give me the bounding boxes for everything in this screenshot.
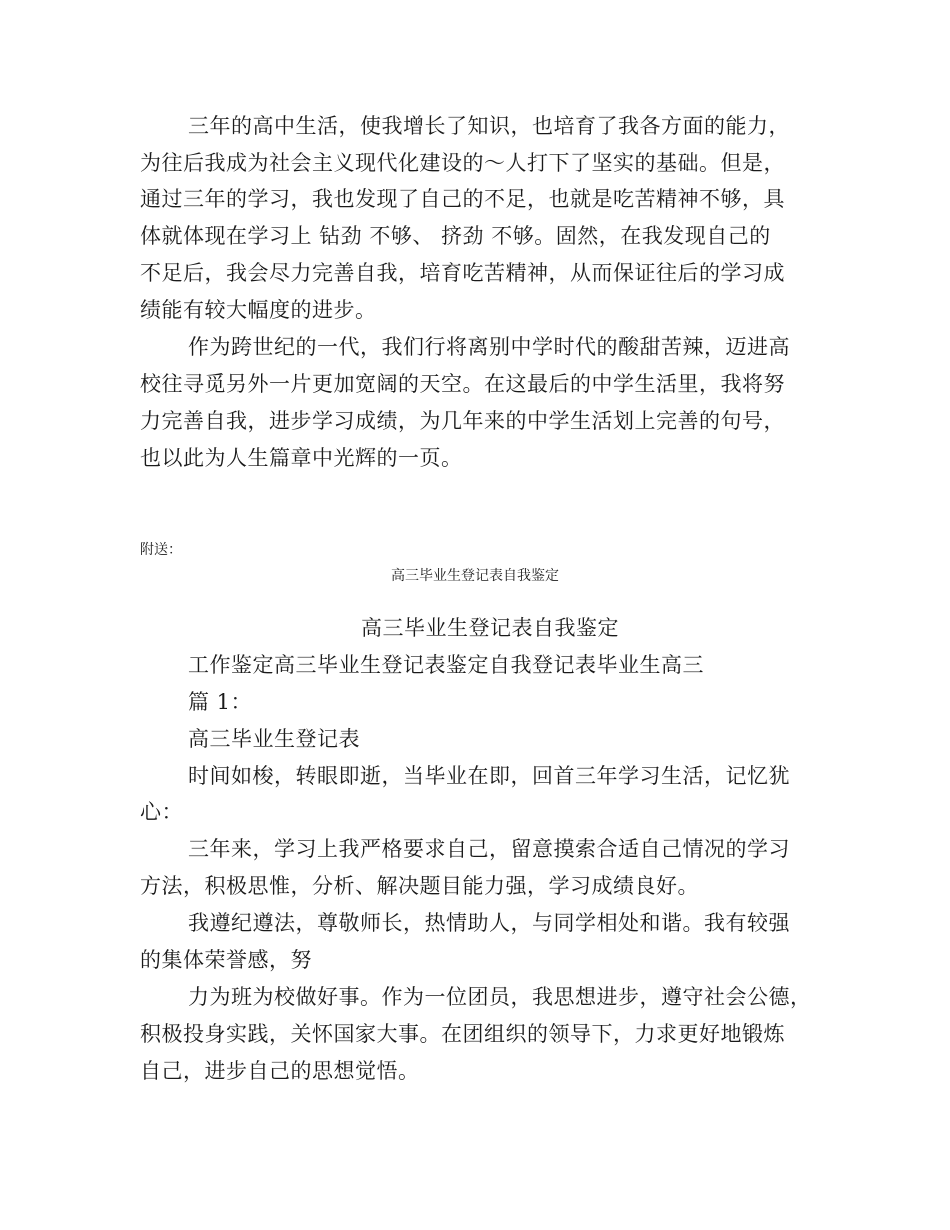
paragraph-line: 工作鉴定高三毕业生登记表鉴定自我登记表毕业生高三 — [188, 653, 704, 677]
paragraph-line: 力完善自我，进步学习成绩，为几年来的中学生活划上完善的句号， — [140, 409, 785, 433]
paragraph-line: 的集体荣誉感，努 — [140, 948, 312, 972]
paragraph-line: 篇 1： — [188, 690, 253, 714]
paragraph-line: 绩能有较大幅度的进步。 — [140, 298, 377, 322]
paragraph-line: 校往寻觅另外一片更加宽阔的天空。在这最后的中学生活里，我将努 — [140, 372, 785, 396]
paragraph-line: 不足后，我会尽力完善自我，培育吃苦精神，从而保证往后的学习成 — [140, 261, 785, 285]
paragraph-line: 心： — [140, 800, 183, 824]
paragraph-line: 三年的高中生活，使我增长了知识，也培育了我各方面的能力， — [188, 114, 790, 138]
paragraph-line: 为往后我成为社会主义现代化建设的～人打下了坚实的基础。但是， — [140, 151, 785, 175]
appendix-small-title: 高三毕业生登记表自我鉴定 — [391, 568, 559, 584]
paragraph-line: 也以此为人生篇章中光辉的一页。 — [140, 446, 463, 470]
paragraph-line: 高三毕业生登记表 — [188, 727, 360, 751]
paragraph-line: 时间如梭，转眼即逝，当毕业在即，回首三年学习生活，记忆犹 — [188, 764, 790, 788]
paragraph-line: 通过三年的学习，我也发现了自己的不足，也就是吃苦精神不够，具 — [140, 187, 785, 211]
paragraph-line: 力为班为校做好事。作为一位团员，我思想进步，遵守社会公德， — [188, 985, 812, 1009]
paragraph-line: 体就体现在学习上 钻劲 不够、 挤劲 不够。固然，在我发现自己的 — [140, 224, 771, 248]
paragraph-line: 三年来，学习上我严格要求自己，留意摸索合适自己情况的学习 — [188, 837, 790, 861]
document-title: 高三毕业生登记表自我鉴定 — [361, 616, 619, 640]
paragraph-line: 方法，积极思惟，分析、解决题目能力强，学习成绩良好。 — [140, 874, 699, 898]
paragraph-line: 我遵纪遵法，尊敬师长，热情助人，与同学相处和谐。我有较强 — [188, 911, 790, 935]
paragraph-line: 积极投身实践，关怀国家大事。在团组织的领导下，力求更好地锻炼 — [140, 1022, 785, 1046]
paragraph-line: 自己，进步自己的思想觉悟。 — [140, 1059, 420, 1083]
paragraph-line: 作为跨世纪的一代，我们行将离别中学时代的酸甜苦辣，迈进高 — [188, 335, 790, 359]
appendix-label: 附送： — [140, 542, 182, 558]
